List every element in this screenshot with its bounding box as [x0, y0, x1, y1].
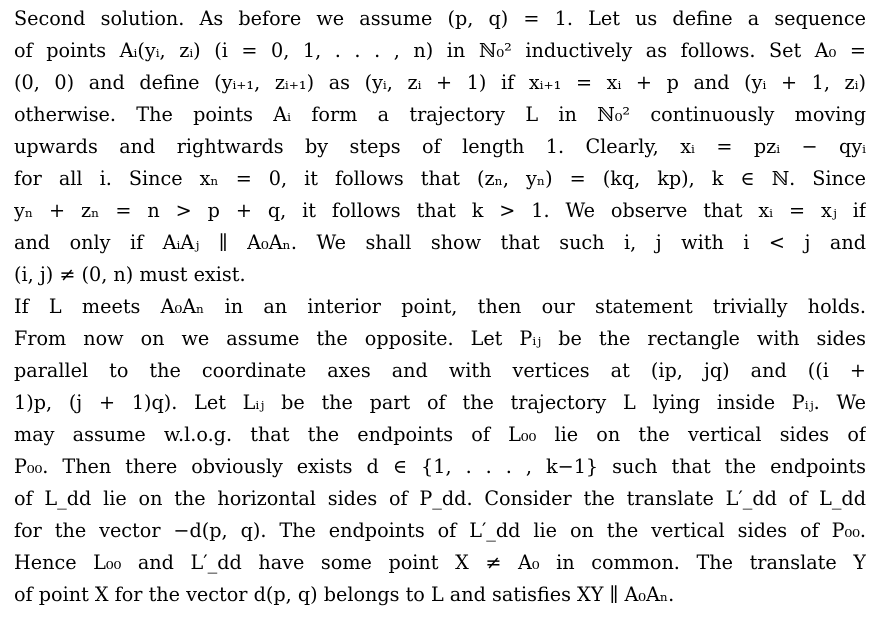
text-line: of point X for the vector d(p, q) belongs to L and satisfies XY ∥ A₀Aₙ. — [14, 583, 675, 606]
text-line: and only if AᵢAⱼ ∥ A₀Aₙ. We shall show that such i, j with i < j and — [14, 231, 866, 254]
text-line: for the vector −d(p, q). The endpoints of L′_dd lie on the vertical sides of P₀₀. — [14, 519, 866, 542]
text-line: upwards and rightwards by steps of length 1. Clearly, xᵢ = pzᵢ − qyᵢ — [14, 135, 866, 158]
text-line: From now on we assume the opposite. Let Pᵢⱼ be the rectangle with sides — [14, 327, 866, 350]
text-line: Second solution. As before we assume (p, q) = 1. Let us define a sequence — [14, 7, 866, 30]
text-line: If L meets A₀Aₙ in an interior point, then our statement trivially holds. — [14, 295, 866, 318]
text-line: yₙ + zₙ = n > p + q, it follows that k > 1. We observe that xᵢ = xⱼ if — [14, 199, 866, 222]
text-line: of L_dd lie on the horizontal sides of P_dd. Consider the translate L′_dd of L_dd — [14, 487, 866, 510]
text-line: may assume w.l.o.g. that the endpoints of L₀₀ lie on the vertical sides of — [14, 423, 866, 446]
text-line: (0, 0) and define (yᵢ₊₁, zᵢ₊₁) as (yᵢ, zᵢ + 1) if xᵢ₊₁ = xᵢ + p and (yᵢ + 1, zᵢ) — [14, 71, 866, 94]
text-line: Hence L₀₀ and L′_dd have some point X ≠ A₀ in common. The translate Y — [14, 551, 866, 574]
paragraph-2 — [14, 291, 866, 611]
text-line: (i, j) ≠ (0, n) must exist. — [14, 263, 246, 286]
text-line: 1)p, (j + 1)q). Let Lᵢⱼ be the part of the trajectory L lying inside Pᵢⱼ. We — [14, 391, 866, 414]
text-line: of points Aᵢ(yᵢ, zᵢ) (i = 0, 1, . . . , n) in ℕ₀² inductively as follows. Set A₀ = — [14, 39, 866, 62]
paragraph-1 — [14, 3, 866, 291]
text-line: otherwise. The points Aᵢ form a trajectory L in ℕ₀² continuously moving — [14, 103, 866, 126]
text-line: parallel to the coordinate axes and with vertices at (ip, jq) and ((i + — [14, 359, 866, 382]
text-line: for all i. Since xₙ = 0, it follows that (zₙ, yₙ) = (kq, kp), k ∈ ℕ. Since — [14, 167, 866, 190]
text-line: P₀₀. Then there obviously exists d ∈ {1, . . . , k−1} such that the endpoints — [14, 455, 866, 478]
